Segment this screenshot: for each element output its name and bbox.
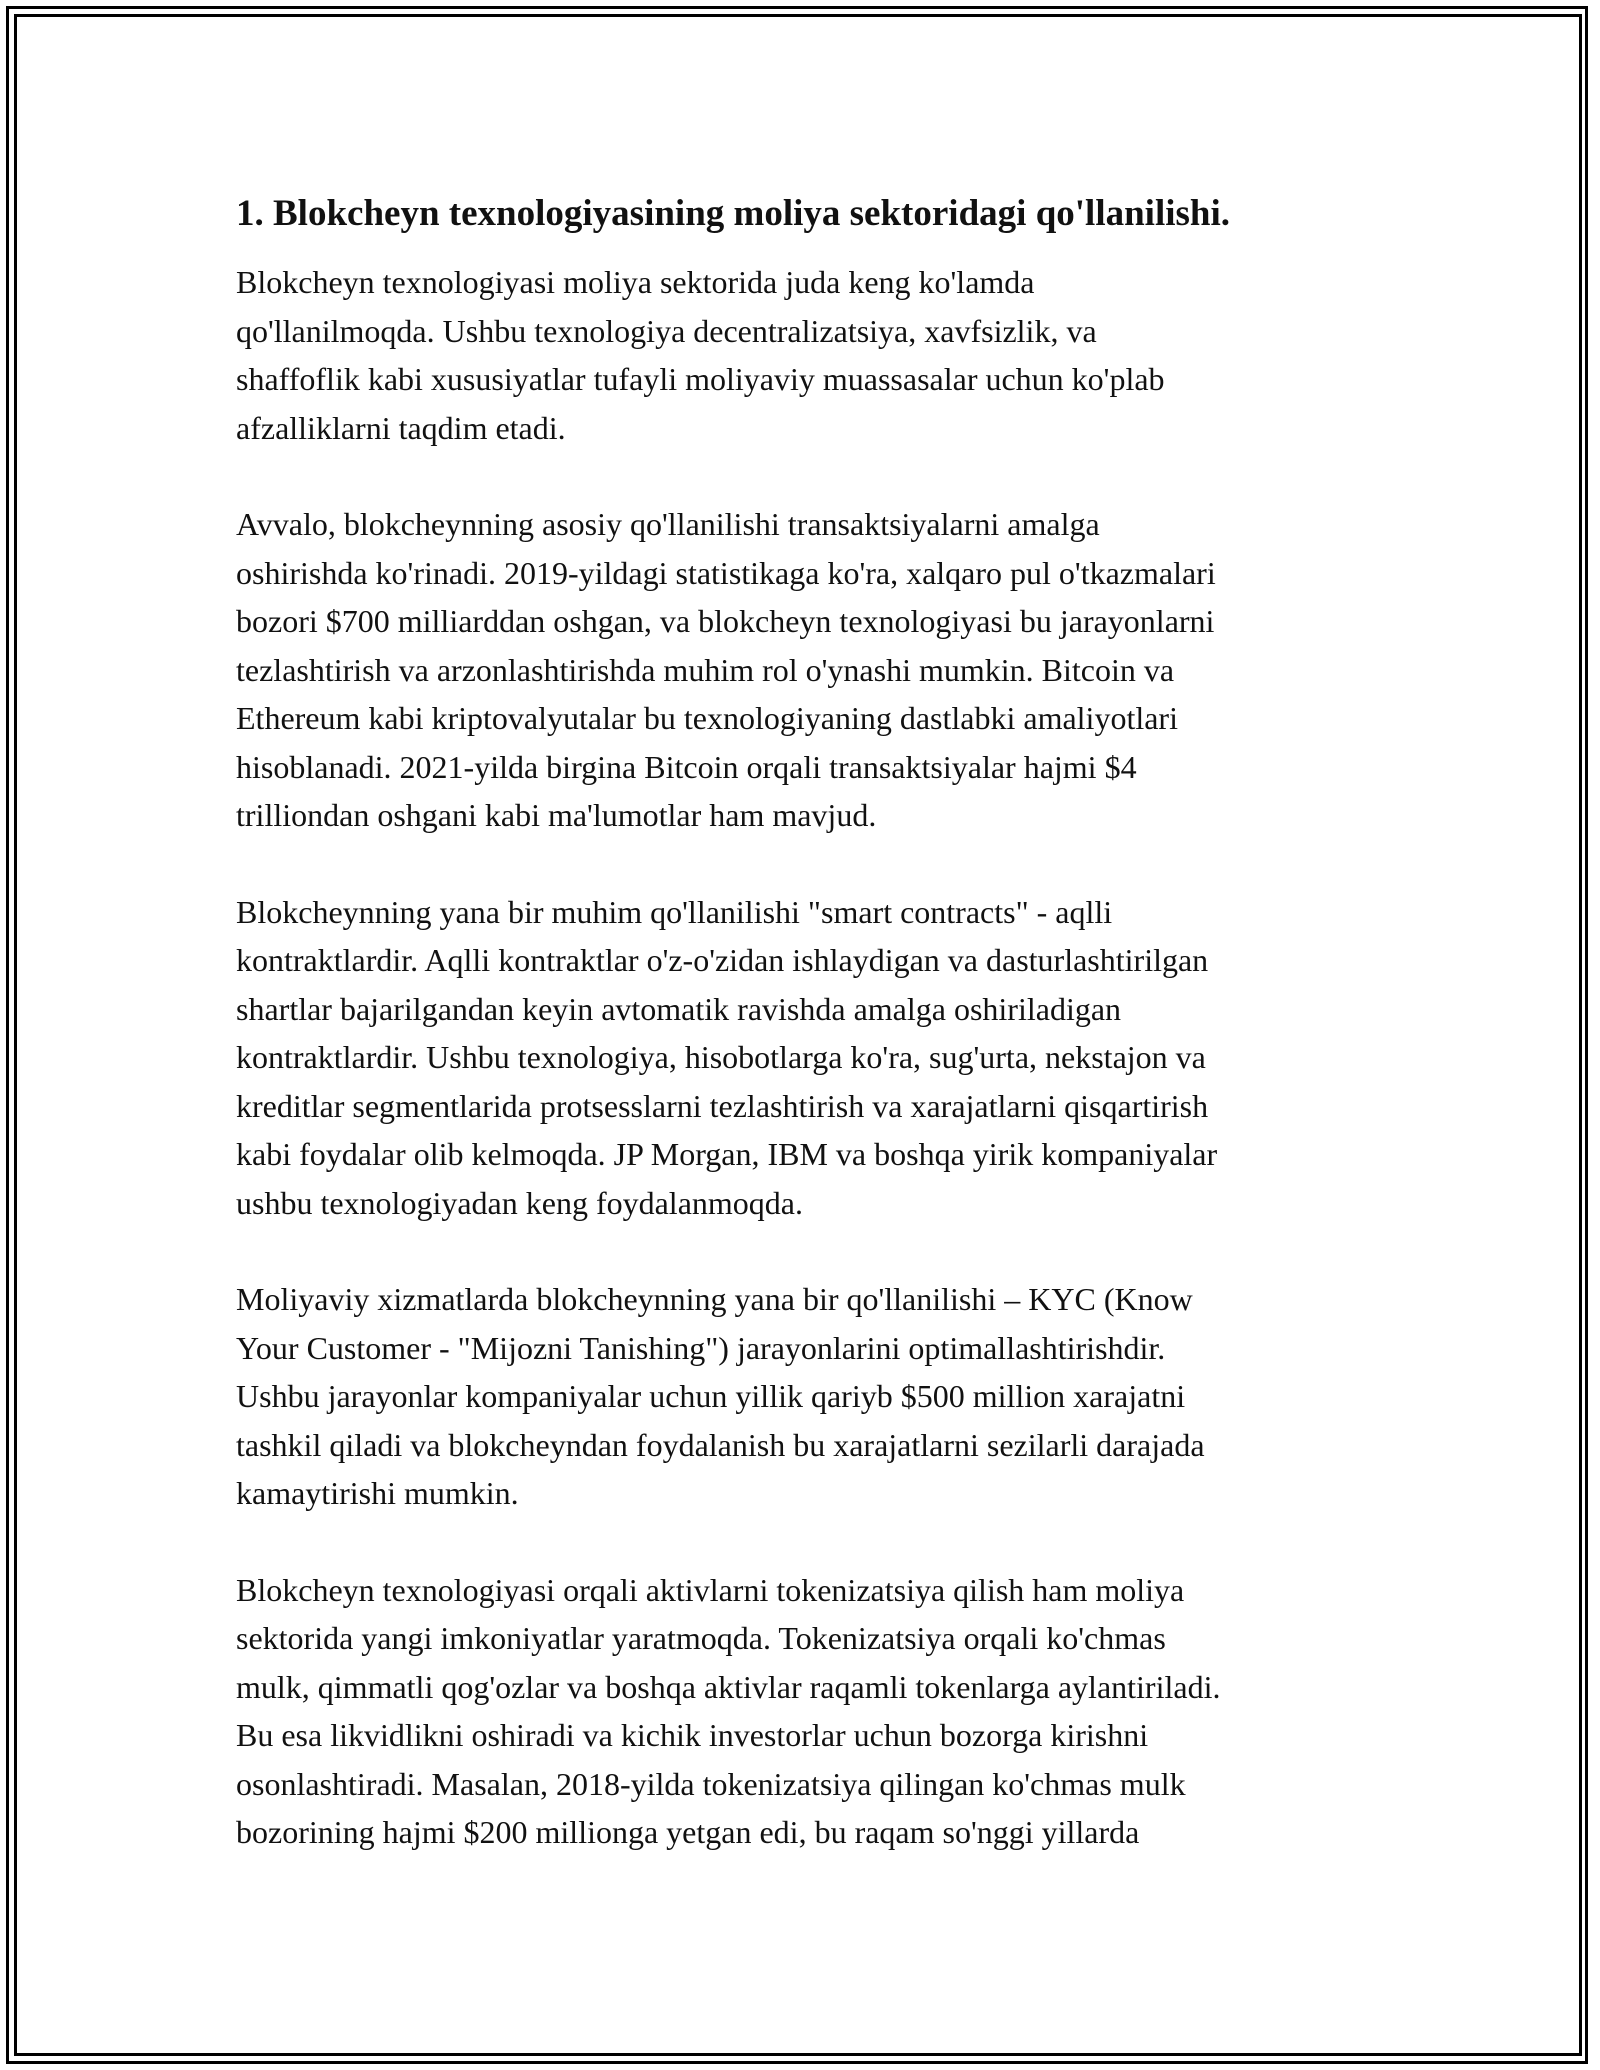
text-line: afzalliklarni taqdim etadi. [236, 409, 566, 446]
text-line: kreditlar segmentlarida protsesslarni tezlashtirish va xarajatlarni qisqartirish [236, 1087, 1209, 1124]
text-line: sektorida yangi imkoniyatlar yaratmoqda. Tokenizatsiya orqali ko'chmas [236, 1620, 1166, 1656]
text-line: bozorining hajmi $200 millionga yetgan edi, bu raqam so'nggi yillarda [236, 1814, 1140, 1850]
text-line: trilliondan oshgani kabi ma'lumotlar ham mavjud. [236, 797, 877, 833]
paragraph-smart-contracts [236, 888, 1376, 1228]
text-line: Ushbu jarayonlar kompaniyalar uchun yillik qariyb $500 million xarajatni [236, 1378, 1186, 1414]
document-body [236, 188, 1376, 1905]
paragraph-intro [236, 258, 1376, 452]
text-line: tezlashtirish va arzonlashtirishda muhim rol o'ynashi mumkin. Bitcoin va [236, 651, 1175, 688]
text-line: Blokcheynning yana bir muhim qo'llanilishi "smart contracts" - aqlli [236, 893, 1113, 930]
text-line: Bu esa likvidlikni oshiradi va kichik investorlar uchun bozorga kirishni [236, 1717, 1149, 1753]
text-line: Avvalo, blokcheynning asosiy qo'llanilishi transaktsiyalarni amalga [236, 506, 1100, 542]
text-line: Moliyaviy xizmatlarda blokcheynning yana bir qo'llanilishi – KYC (Know [236, 1281, 1193, 1317]
text-line: Blokcheyn texnologiyasi orqali aktivlarni tokenizatsiya qilish ham moliya [236, 1571, 1185, 1608]
paragraph-tokenization [236, 1566, 1376, 1857]
text-line: mulk, qimmatli qog'ozlar va boshqa aktivlar raqamli tokenlarga aylantiriladi. [236, 1668, 1221, 1705]
paragraph-kyc [236, 1275, 1376, 1518]
text-line: bozori $700 milliarddan oshgan, va blokcheyn texnologiyasi bu jarayonlarni [236, 603, 1215, 639]
text-line: Your Customer - "Mijozni Tanishing") jarayonlarini optimallashtirishdir. [236, 1329, 1166, 1366]
text-line: Blokcheyn texnologiyasi moliya sektorida juda keng ko'lamda [236, 264, 1035, 300]
text-line: Ethereum kabi kriptovalyutalar bu texnologiyaning dastlabki amaliyotlari [236, 700, 1178, 736]
text-line: shaffoflik kabi xususiyatlar tufayli moliyaviy muassasalar uchun ko'plab [236, 361, 1165, 397]
text-line: kontraktlardir. Aqlli kontraktlar o'z-o'zidan ishlaydigan va dasturlashtirilgan [236, 942, 1209, 978]
text-line: shartlar bajarilgandan keyin avtomatik ravishda amalga oshiriladigan [236, 990, 1122, 1027]
paragraph-transactions [236, 500, 1376, 840]
text-line: kabi foydalar olib kelmoqda. JP Morgan, IBM va boshqa yirik kompaniyalar [236, 1136, 1218, 1172]
text-line: hisoblanadi. 2021-yilda birgina Bitcoin orqali transaktsiyalar hajmi $4 [236, 748, 1137, 785]
section-heading: 1. Blokcheyn texnologiyasining moliya sektoridagi qo'llanilishi. [236, 193, 1231, 234]
text-line: kontraktlardir. Ushbu texnologiya, hisobotlarga ko'ra, sug'urta, nekstajon va [236, 1039, 1206, 1075]
text-line: tashkil qiladi va blokcheyndan foydalanish bu xarajatlarni sezilarli darajada [236, 1426, 1205, 1463]
text-line: osonlashtiradi. Masalan, 2018-yilda tokenizatsiya qilingan ko'chmas mulk [236, 1765, 1186, 1802]
text-line: qo'llanilmoqda. Ushbu texnologiya decentralizatsiya, xavfsizlik, va [236, 312, 1097, 349]
text-line: ushbu texnologiyadan keng foydalanmoqda. [236, 1184, 803, 1221]
text-line: oshirishda ko'rinadi. 2019-yildagi statistikaga ko'ra, xalqaro pul o'tkazmalari [236, 554, 1216, 591]
text-line: kamaytirishi mumkin. [236, 1475, 519, 1511]
